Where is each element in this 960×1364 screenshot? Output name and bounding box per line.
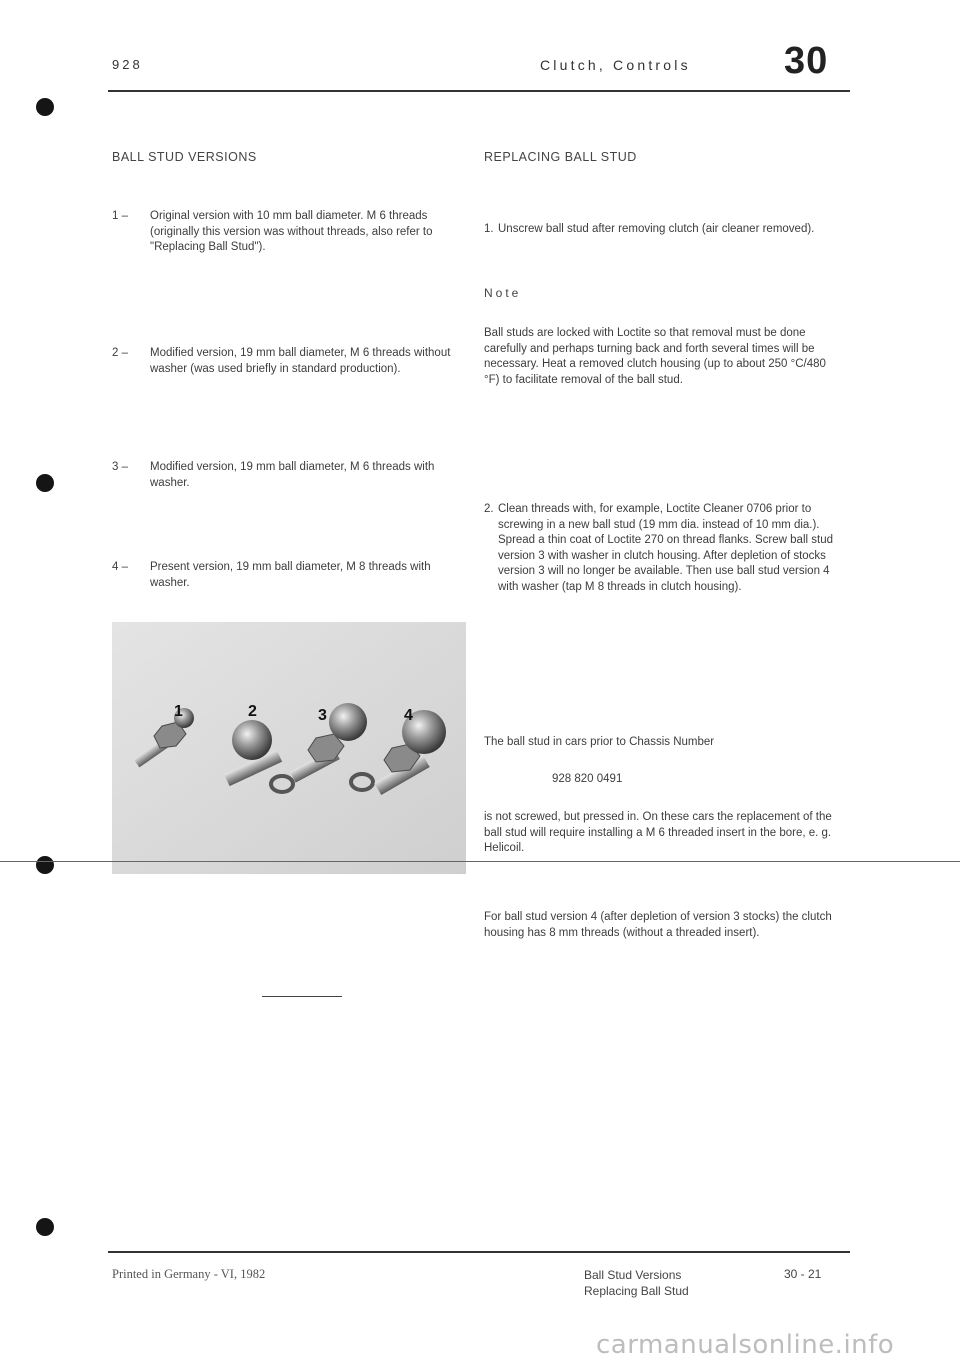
left-section-title: BALL STUD VERSIONS (112, 150, 257, 164)
short-divider (262, 996, 342, 997)
watermark: carmanualsonline.info (596, 1330, 895, 1360)
chassis-text: is not screwed, but pressed in. On these cars the replacement of the ball stud will require installing a M 6 threaded insert in the bore, e. g. Helicoil. (484, 811, 832, 854)
footer-topics (584, 1267, 689, 1299)
step-1 (484, 222, 844, 254)
version-item-text: Modified version, 19 mm ball diameter, M 6 threads with washer. (150, 461, 435, 489)
footer-rule (108, 1251, 850, 1253)
version-item-text: Modified version, 19 mm ball diameter, M 6 threads without washer (was used briefly in standard production). (150, 347, 451, 375)
header-model: 928 (112, 57, 143, 72)
note-heading: Note (484, 286, 522, 300)
version-item-text: Present version, 19 mm ball diameter, M 8 threads with washer. (150, 561, 431, 589)
version-item-2 (112, 346, 472, 394)
step-text: Unscrew ball stud after removing clutch (air cleaner removed). (498, 223, 815, 235)
version-item-number: 1 – (112, 210, 128, 222)
footer-topic-1: Ball Stud Versions (584, 1268, 682, 1282)
step-2 (484, 502, 844, 630)
punch-hole (36, 1218, 54, 1236)
version-item-number: 2 – (112, 347, 128, 359)
header-rule (108, 90, 850, 92)
version-item-number: 3 – (112, 461, 128, 473)
version-item-1 (112, 209, 472, 273)
page-number: 30 - 21 (784, 1267, 822, 1281)
ball-stud-photo (112, 622, 466, 874)
step-text: Clean threads with, for example, Loctite Cleaner 0706 prior to screwing in a new ball stud (19 mm dia. instead of 10 mm dia.). Spread a thin coat of Loctite 270 on thread flanks. Screw ball stud version 3 with washer in clutch housing. After depletion of stocks version 3 will no longer be available. Then use ball stud version 4 with washer (tap M 8 threads in clutch housing). (498, 503, 833, 593)
version-item-text: Original version with 10 mm ball diameter. M 6 threads (originally this version was without threads, also refer to "Replacing Ball Stud"). (150, 210, 433, 253)
punch-hole (36, 474, 54, 492)
footer-printed: Printed in Germany - VI, 1982 (112, 1267, 266, 1281)
version4-text: For ball stud version 4 (after depletion of version 3 stocks) the clutch housing has 8 mm threads (without a threaded insert). (484, 911, 832, 939)
header-title: Clutch, Controls (540, 57, 691, 73)
version-item-3 (112, 460, 472, 492)
punch-hole (36, 856, 54, 874)
step-number: 1. (484, 223, 494, 235)
right-section-title: REPLACING BALL STUD (484, 150, 637, 164)
figure-label-2: 2 (248, 703, 257, 720)
figure-label-3: 3 (318, 707, 327, 724)
chassis-number: 928 820 0491 (552, 773, 623, 785)
punch-hole (36, 98, 54, 116)
chassis-intro: The ball stud in cars prior to Chassis Number (484, 736, 715, 748)
fold-line (0, 861, 960, 862)
step-number: 2. (484, 503, 494, 515)
version-item-number: 4 – (112, 561, 128, 573)
figure-label-1: 1 (174, 703, 183, 720)
version-item-4 (112, 560, 472, 592)
footer-topic-2: Replacing Ball Stud (584, 1284, 689, 1298)
figure-label-4: 4 (404, 707, 413, 724)
section-number: 30 (784, 40, 829, 82)
note-text: Ball studs are locked with Loctite so that removal must be done carefully and perhaps turning back and forth several times will be necessary. Heat a removed clutch housing (up to about 250 °C/480 °F) to facilitate removal of the ball stud. (484, 327, 826, 386)
